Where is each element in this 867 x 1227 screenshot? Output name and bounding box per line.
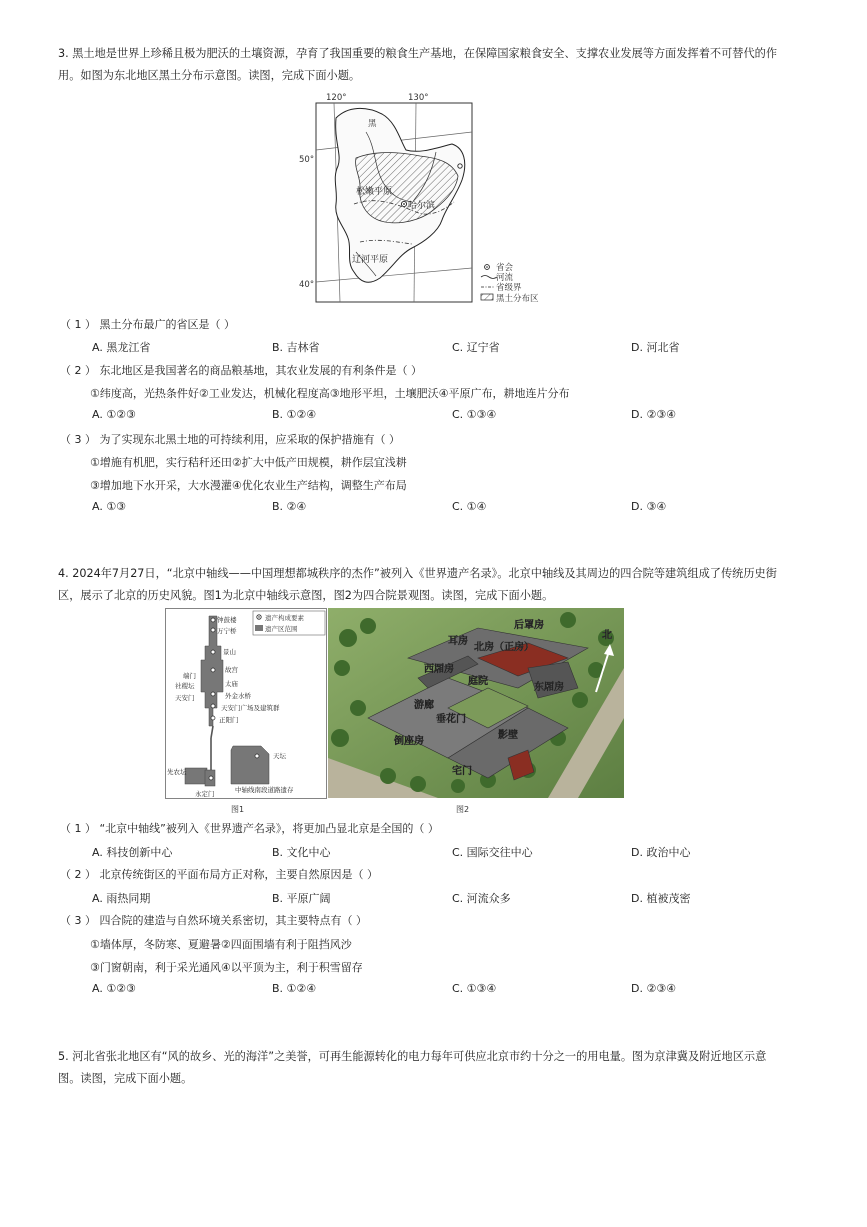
q3-sub2-statements: ①纬度高，光热条件好②工业发达，机械化程度高③地形平坦，土壤肥沃④平原广布，耕地连片分布: [90, 387, 570, 400]
q3-sub3-option-d[interactable]: D. ③④: [631, 500, 667, 513]
fig1-jingshan: 景山: [223, 648, 236, 656]
fig1-shejitan: 社稷坛: [175, 682, 195, 690]
q3-sub3-statements-2: ③增加地下水开采，大水漫灌④优化农业生产结构，调整生产布局: [90, 479, 407, 492]
q4-sub3-option-a[interactable]: A. ①②③: [92, 982, 136, 995]
q3-sub3-statements-1: ①增施有机肥，实行秸秆还田②扩大中低产田规模，耕作层宜浅耕: [90, 456, 407, 469]
map-lat-40: 40°: [299, 280, 315, 290]
q4-sub3-option-d[interactable]: D. ②③④: [631, 982, 677, 995]
q3-sub1-option-c[interactable]: C. 辽宁省: [452, 341, 500, 354]
q4-stem-line1: 4. 2024年7月27日，“北京中轴线——中国理想都城秩序的杰作”被列入《世界遗产名录》。北京中轴线及其周边的四合院等建筑组成了传统历史街: [58, 567, 777, 580]
q4-stem-line2: 区，展示了北京的历史风貌。图1为北京中轴线示意图，图2为四合院景观图。读图，完成下面小题。: [58, 589, 554, 602]
q4-sub1-option-a[interactable]: A. 科技创新中心: [92, 846, 173, 859]
fig1-tiananmen: 天安门: [175, 694, 195, 702]
q3-sub3-option-c[interactable]: C. ①④: [452, 500, 487, 513]
q4-sub3-option-c[interactable]: C. ①③④: [452, 982, 497, 995]
fig2-erfang: 耳房: [448, 636, 468, 647]
fig2-dongxiangfang: 东厢房: [534, 682, 564, 693]
fig2-xixiangfang: 西厢房: [424, 664, 454, 675]
map-lon-120: 120°: [326, 93, 347, 103]
q3-sub3-question: （ 3 ） 为了实现东北黑土地的可持续利用，应采取的保护措施有（ ）: [60, 433, 400, 446]
map-label-harbin: 哈尔滨: [408, 201, 436, 211]
map-lat-50: 50°: [299, 155, 315, 165]
q4-sub2-option-b[interactable]: B. 平原广阔: [272, 892, 331, 905]
fig1-zhonggulou: 钟鼓楼: [217, 616, 237, 624]
fig2-tingyuan: 庭院: [468, 676, 488, 687]
q3-map-figure: [296, 92, 558, 310]
q3-sub2-question: （ 2 ） 东北地区是我国著名的商品粮基地，其农业发展的有利条件是（ ）: [60, 364, 422, 377]
q4-sub3-question: （ 3 ） 四合院的建造与自然环境关系密切，其主要特点有（ ）: [60, 914, 367, 927]
q3-sub3-option-a[interactable]: A. ①③: [92, 500, 127, 513]
fig1-wanningqiao: 万宁桥: [217, 627, 237, 635]
q4-sub1-option-d[interactable]: D. 政治中心: [631, 846, 691, 859]
fig1-south-road: 中轴线南段道路遗存: [235, 786, 294, 794]
q4-sub2-option-c[interactable]: C. 河流众多: [452, 892, 511, 905]
fig1-tiantan: 天坛: [273, 752, 286, 760]
q3-sub2-option-c[interactable]: C. ①③④: [452, 408, 497, 421]
q3-sub1-option-b[interactable]: B. 吉林省: [272, 341, 320, 354]
map-label-liaohe: 辽河平原: [352, 255, 389, 265]
q3-sub1-option-a[interactable]: A. 黑龙江省: [92, 341, 151, 354]
q4-sub1-question: （ 1 ） “北京中轴线”被列入《世界遗产名录》，将更加凸显北京是全国的（ ）: [60, 822, 439, 835]
q3-stem-line1: 3. 黑土地是世界上珍稀且极为肥沃的土壤资源，孕育了我国重要的粮食生产基地，在保障国家粮食安全、支撑农业发展等方面发挥着不可替代的作: [58, 47, 778, 60]
map-legend-river: 河流: [496, 273, 514, 283]
q4-sub2-option-a[interactable]: A. 雨热同期: [92, 892, 151, 905]
map-legend-border: 省级界: [496, 283, 522, 293]
fig2-yingbi: 影壁: [498, 730, 518, 741]
fig2-youlang: 游廊: [414, 700, 434, 711]
fig1-duanmen: 端门: [183, 672, 196, 680]
fig1-xiannongtan: 先农坛: [167, 768, 187, 776]
fig1-legend-area: 遗产区范围: [265, 625, 298, 633]
map-legend-blacksoil: 黑土分布区: [496, 294, 539, 304]
fig2-caption: 图2: [456, 805, 470, 814]
fig2-north: 北: [602, 630, 612, 641]
fig2-houzhaofang: 后罩房: [514, 620, 544, 631]
fig1-caption: 图1: [231, 805, 245, 814]
fig2-beifang: 北房（正房）: [474, 642, 534, 653]
fig1-yongdingmen: 永定门: [195, 790, 215, 798]
q3-sub2-option-b[interactable]: B. ①②④: [272, 408, 317, 421]
map-label-hei: 黑: [368, 119, 377, 129]
q4-sub2-option-d[interactable]: D. 植被茂密: [631, 892, 691, 905]
q4-fig2-siheyuan: [328, 608, 624, 818]
q3-sub1-option-d[interactable]: D. 河北省: [631, 341, 680, 354]
fig1-legend-element: 遗产构成要素: [265, 614, 304, 622]
q3-sub1-question: （ 1 ） 黑土分布最广的省区是（ ）: [60, 318, 235, 331]
fig1-waijinshuiqiao: 外金水桥: [225, 692, 251, 700]
q3-sub3-option-b[interactable]: B. ②④: [272, 500, 307, 513]
q4-fig1-axis-map: [165, 608, 327, 818]
q4-sub2-question: （ 2 ） 北京传统街区的平面布局方正对称，主要自然原因是（ ）: [60, 868, 378, 881]
fig1-zhengyangmen: 正阳门: [219, 716, 239, 724]
q4-sub3-statements-2: ③门窗朝南，利于采光通风④以平顶为主，利于积雪留存: [90, 961, 363, 974]
fig2-zhaimen: 宅门: [452, 766, 472, 777]
q4-sub3-option-b[interactable]: B. ①②④: [272, 982, 317, 995]
q3-sub2-option-a[interactable]: A. ①②③: [92, 408, 136, 421]
q4-sub1-option-c[interactable]: C. 国际交往中心: [452, 846, 533, 859]
fig1-tiananmen-square: 天安门广场及建筑群: [221, 704, 280, 712]
q3-stem-line2: 用。如图为东北地区黑土分布示意图。读图，完成下面小题。: [58, 69, 361, 82]
q5-stem-line2: 图。读图，完成下面小题。: [58, 1072, 193, 1085]
fig2-daozuofang: 倒座房: [394, 736, 424, 747]
fig2-chuihuamen: 垂花门: [436, 714, 466, 725]
q5-stem-line1: 5. 河北省张北地区有“风的故乡、光的海洋”之美誉，可再生能源转化的电力每年可供应北京市约十分之一的用电量。图为京津冀及附近地区示意: [58, 1050, 767, 1063]
q3-sub2-option-d[interactable]: D. ②③④: [631, 408, 677, 421]
fig1-gugong: 故宫: [225, 666, 238, 674]
q4-sub1-option-b[interactable]: B. 文化中心: [272, 846, 331, 859]
map-lon-130: 130°: [408, 93, 429, 103]
fig1-taimiao: 太庙: [225, 680, 238, 688]
map-legend-capital: 省会: [496, 263, 514, 273]
q4-sub3-statements-1: ①墙体厚，冬防寒、夏避暑②四面围墙有利于阻挡风沙: [90, 938, 352, 951]
map-label-songnen: 松嫩平原: [356, 187, 393, 197]
